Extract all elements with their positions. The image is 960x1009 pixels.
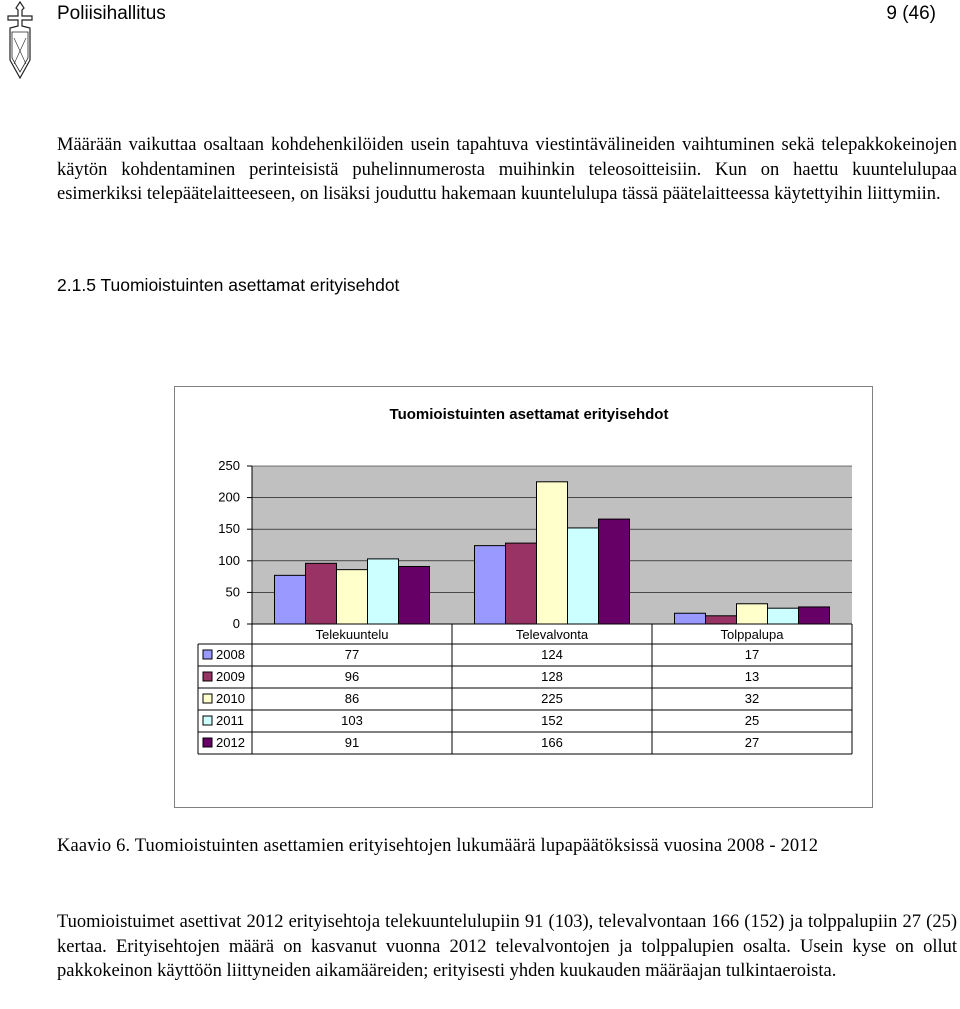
legend-label: 2008 xyxy=(216,647,245,662)
paragraph-intro: Määrään vaikuttaa osaltaan kohdehenkilöiden usein tapahtuva viestintävälineiden vaihtuminen sekä telepakkokeinojen käytön kohdentaminen perinteisistä puhelinnumerosta muihinkin teleosoitteisiin. Kun on haettu kuuntelulupaa esimerkiksi telepäätelaitteeseen, on lisäksi jouduttu hakemaan kuuntelulupa tässä päätelaitteessa käytettyihin liittymiin. xyxy=(57,135,957,204)
police-logo-icon xyxy=(2,0,38,80)
y-tick-label: 50 xyxy=(225,584,240,600)
figure-caption: Kaavio 6. Tuomioistuinten asettamien erityisehtojen lukumäärä lupapäätöksissä vuosina 2008 - 2012 xyxy=(57,836,819,856)
legend-swatch xyxy=(203,672,212,681)
bar xyxy=(568,528,599,624)
table-header-telekuuntelu: Telekuuntelu xyxy=(315,627,389,642)
bar xyxy=(337,570,368,624)
y-tick-label: 150 xyxy=(218,521,240,537)
legend-label: 2009 xyxy=(216,669,245,684)
header-organization: Poliisihallitus xyxy=(57,3,166,24)
legend-label: 2010 xyxy=(216,691,245,706)
bar xyxy=(399,566,430,624)
bar xyxy=(506,543,537,624)
legend-swatch xyxy=(203,738,212,747)
table-value: 128 xyxy=(541,669,563,684)
y-tick-label: 250 xyxy=(218,458,240,473)
y-tick-label: 100 xyxy=(218,552,240,568)
table-value: 96 xyxy=(344,669,360,684)
bar xyxy=(737,604,768,624)
table-header-tolppalupa: Tolppalupa xyxy=(720,627,784,642)
chart-title: Tuomioistuinten asettamat erityisehdot xyxy=(389,406,669,423)
table-value: 166 xyxy=(541,735,563,750)
paragraph-summary: Tuomioistuimet asettivat 2012 erityisehtoja telekuuntelulupiin 91 (103), televalvontaan 166 (152) ja tolppalupiin 27 (25) kertaa. Erityisehtojen määrä on kasvanut vuonna 2012 televalvontojen ja tolppalupien osalta. Usein kyse on ollut pakkokeinon käyttöön liittyneiden aikamääreiden; erityisesti yhden kuukauden määräajan tulkintaeroista. xyxy=(57,912,957,981)
table-value: 225 xyxy=(541,691,563,706)
legend-swatch xyxy=(203,716,212,725)
bar-chart-container xyxy=(174,386,873,808)
legend-swatch xyxy=(203,694,212,703)
bar xyxy=(475,546,506,624)
table-value: 91 xyxy=(344,735,360,750)
table-value: 86 xyxy=(344,691,360,706)
header-page-number: 9 (46) xyxy=(886,3,936,24)
bar xyxy=(275,575,306,624)
table-value: 17 xyxy=(744,647,760,662)
table-value: 27 xyxy=(744,735,760,750)
table-value: 32 xyxy=(744,691,760,706)
y-tick-label: 200 xyxy=(218,489,240,505)
legend-label: 2012 xyxy=(216,735,245,750)
table-value: 152 xyxy=(541,713,563,728)
table-header-televalvonta: Televalvonta xyxy=(515,627,589,642)
table-value: 124 xyxy=(541,647,563,662)
bar xyxy=(768,608,799,624)
legend-swatch xyxy=(203,650,212,659)
bar xyxy=(599,519,630,624)
legend-label: 2011 xyxy=(216,713,244,728)
section-heading: 2.1.5 Tuomioistuinten asettamat erityisehdot xyxy=(57,275,400,295)
table-value: 13 xyxy=(744,669,760,684)
bar xyxy=(799,607,830,624)
bar xyxy=(675,613,706,624)
bar xyxy=(306,563,337,624)
bar xyxy=(706,616,737,624)
bar-chart xyxy=(174,386,873,808)
bar xyxy=(368,559,399,624)
bar xyxy=(537,482,568,624)
y-tick-label: 0 xyxy=(232,616,240,631)
table-value: 103 xyxy=(341,713,363,728)
table-value: 25 xyxy=(744,713,760,728)
table-value: 77 xyxy=(344,647,360,662)
